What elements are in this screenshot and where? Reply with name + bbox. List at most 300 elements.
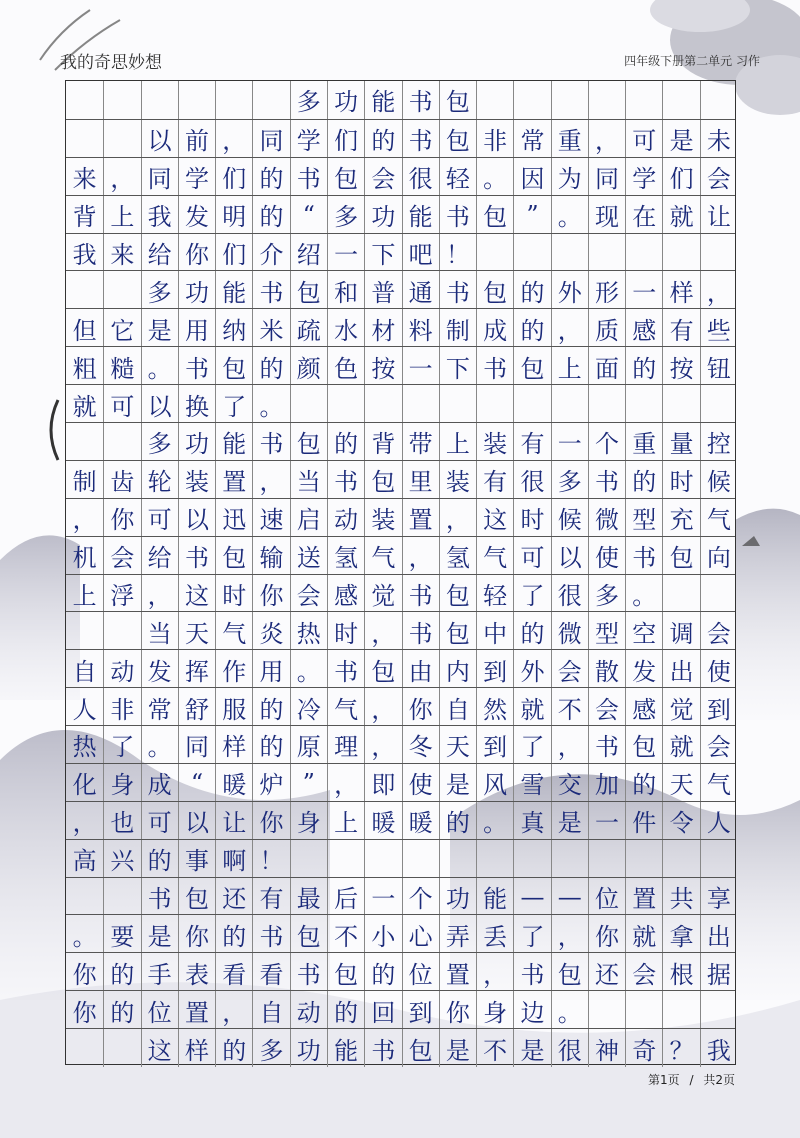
- grid-cell: 重: [551, 120, 588, 158]
- grid-cell: 背: [72, 203, 97, 232]
- grid-cell: 身: [476, 991, 513, 1029]
- grid-cell: 包: [290, 915, 327, 953]
- grid-cell: 位: [141, 991, 178, 1029]
- grid-cell: 自: [252, 991, 289, 1029]
- grid-cell: 包: [476, 196, 513, 234]
- grid-cell: [588, 385, 625, 423]
- grid-cell: 发: [178, 196, 215, 234]
- mountain-right: [735, 509, 800, 720]
- grid-cell: [141, 81, 178, 119]
- grid-cell: 时: [215, 575, 252, 613]
- grid-cell: 书: [252, 915, 289, 953]
- grid-cell: ？: [662, 1029, 699, 1067]
- grid-cell: 外: [551, 271, 588, 309]
- grid-cell: 动: [103, 650, 140, 688]
- grid-row: [66, 498, 735, 536]
- grid-cell: 书: [327, 461, 364, 499]
- grid-cell: 我: [700, 1029, 737, 1067]
- grid-cell: 手: [141, 953, 178, 991]
- grid-cell: 能: [215, 271, 252, 309]
- grid-cell: 这: [178, 575, 215, 613]
- grid-cell: 个: [588, 423, 625, 461]
- grid-cell: 的: [215, 915, 252, 953]
- grid-cell: [476, 385, 513, 423]
- grid-cell: [662, 81, 699, 119]
- grid-cell: 共: [662, 878, 699, 916]
- grid-cell: [103, 612, 140, 650]
- grid-cell: 。: [551, 991, 588, 1029]
- grid-cell: 空: [625, 612, 662, 650]
- grid-cell: 成: [476, 309, 513, 347]
- grid-cell: 包: [402, 1029, 439, 1067]
- grid-cell: 身: [103, 764, 140, 802]
- grid-cell: [513, 234, 550, 272]
- grid-cell: 轻: [439, 158, 476, 196]
- grid-cell: 人: [700, 802, 737, 840]
- grid-cell: 包: [513, 347, 550, 385]
- page-separator: /: [689, 1073, 694, 1087]
- grid-cell: ，: [551, 726, 588, 764]
- grid-cell: 书: [290, 953, 327, 991]
- grid-cell: [625, 234, 662, 272]
- grid-row: [66, 763, 735, 801]
- grid-cell: 送: [290, 537, 327, 575]
- grid-cell: 件: [625, 802, 662, 840]
- grid-cell: 炎: [252, 612, 289, 650]
- grid-cell: 出: [662, 650, 699, 688]
- grid-cell: 会: [700, 726, 737, 764]
- grid-cell: 动: [290, 991, 327, 1029]
- grid-cell: 包: [439, 575, 476, 613]
- grid-cell: 们: [215, 158, 252, 196]
- grid-cell: [66, 423, 103, 461]
- grid-cell: 同: [141, 158, 178, 196]
- grid-cell: 色: [327, 347, 364, 385]
- grid-cell: 气: [364, 537, 401, 575]
- grid-cell: 最: [290, 878, 327, 916]
- grid-cell: 的: [625, 764, 662, 802]
- grid-cell: 向: [700, 537, 737, 575]
- grid-cell: [439, 840, 476, 878]
- grid-cell: 。: [290, 650, 327, 688]
- grid-cell: 会: [290, 575, 327, 613]
- grid-cell: 不: [327, 915, 364, 953]
- grid-cell: 了: [513, 726, 550, 764]
- grid-cell: 按: [662, 347, 699, 385]
- grid-cell: 啊: [215, 840, 252, 878]
- grid-cell: 速: [252, 499, 289, 537]
- grid-cell: 输: [252, 537, 289, 575]
- grid-cell: 多: [252, 1029, 289, 1067]
- grid-cell: 作: [215, 650, 252, 688]
- grid-cell: 你: [72, 998, 97, 1027]
- grid-cell: 原: [290, 726, 327, 764]
- grid-row: [66, 422, 735, 460]
- grid-cell: 就: [513, 688, 550, 726]
- grid-cell: 样: [178, 1029, 215, 1067]
- grid-cell: ，: [364, 726, 401, 764]
- grid-cell: 多: [551, 461, 588, 499]
- grid-cell: 奇: [625, 1029, 662, 1067]
- grid-cell: [662, 991, 699, 1029]
- grid-row: [66, 649, 735, 687]
- grid-cell: 时: [662, 461, 699, 499]
- grid-cell: 氢: [327, 537, 364, 575]
- grid-row: [66, 877, 735, 915]
- grid-cell: 包: [439, 81, 476, 119]
- grid-cell: 的: [327, 423, 364, 461]
- grid-row: [66, 308, 735, 346]
- grid-cell: [662, 385, 699, 423]
- grid-cell: [551, 234, 588, 272]
- grid-cell: 重: [625, 423, 662, 461]
- grid-row: [66, 687, 735, 725]
- grid-cell: 理: [327, 726, 364, 764]
- grid-cell: [662, 840, 699, 878]
- grid-cell: 了: [513, 915, 550, 953]
- grid-cell: 还: [588, 953, 625, 991]
- grid-cell: 样: [215, 726, 252, 764]
- grid-cell: 就: [72, 392, 97, 421]
- grid-cell: 真: [513, 802, 550, 840]
- grid-cell: 书: [402, 81, 439, 119]
- grid-cell: 让: [700, 196, 737, 234]
- grid-cell: 散: [588, 650, 625, 688]
- grid-cell: [551, 81, 588, 119]
- grid-cell: 非: [103, 688, 140, 726]
- grid-cell: 绍: [290, 234, 327, 272]
- grid-cell: 书: [625, 537, 662, 575]
- grid-cell: [625, 385, 662, 423]
- grid-cell: 气: [215, 612, 252, 650]
- grid-cell: 很: [402, 158, 439, 196]
- grid-cell: 会: [588, 688, 625, 726]
- grid-cell: 置: [402, 499, 439, 537]
- grid-cell: 质: [588, 309, 625, 347]
- grid-cell: 书: [178, 347, 215, 385]
- grid-cell: 的: [439, 802, 476, 840]
- grid-cell: 舒: [178, 688, 215, 726]
- grid-cell: 浮: [103, 575, 140, 613]
- grid-cell: 天: [178, 612, 215, 650]
- grid-cell: 热: [290, 612, 327, 650]
- grid-cell: 使: [588, 537, 625, 575]
- grid-cell: 是: [141, 309, 178, 347]
- grid-cell: ，: [439, 499, 476, 537]
- grid-cell: 包: [439, 612, 476, 650]
- grid-cell: 书: [439, 196, 476, 234]
- grid-cell: [364, 840, 401, 878]
- grid-cell: [700, 81, 737, 119]
- grid-cell: 书: [513, 953, 550, 991]
- grid-cell: ，: [364, 612, 401, 650]
- grid-cell: 包: [625, 726, 662, 764]
- grid-cell: 包: [327, 953, 364, 991]
- grid-cell: 颜: [290, 347, 327, 385]
- grid-cell: 你: [178, 915, 215, 953]
- grid-cell: 多: [141, 271, 178, 309]
- grid-cell: [588, 840, 625, 878]
- grid-cell: 启: [290, 499, 327, 537]
- grid-cell: 就: [662, 726, 699, 764]
- grid-cell: [476, 234, 513, 272]
- grid-cell: [178, 81, 215, 119]
- grid-cell: 身: [290, 802, 327, 840]
- grid-cell: 换: [178, 385, 215, 423]
- grid-cell: 很: [513, 461, 550, 499]
- grid-cell: 给: [141, 234, 178, 272]
- grid-cell: 高: [72, 847, 97, 876]
- grid-cell: [290, 840, 327, 878]
- grid-cell: [103, 878, 140, 916]
- grid-cell: 粗: [72, 354, 97, 383]
- grid-cell: [476, 840, 513, 878]
- grid-cell: [66, 1029, 103, 1067]
- grid-cell: 置: [625, 878, 662, 916]
- grid-cell: 能: [402, 196, 439, 234]
- grid-cell: [700, 234, 737, 272]
- grid-cell: 当: [290, 461, 327, 499]
- grid-cell: 多: [327, 196, 364, 234]
- grid-cell: 上: [551, 347, 588, 385]
- grid-cell: 使: [402, 764, 439, 802]
- grid-cell: 包: [290, 271, 327, 309]
- grid-cell: [402, 385, 439, 423]
- grid-cell: 服: [215, 688, 252, 726]
- grid-cell: 看: [252, 953, 289, 991]
- grid-cell: 热: [72, 733, 97, 762]
- grid-cell: 不: [551, 688, 588, 726]
- grid-cell: ，: [588, 120, 625, 158]
- grid-cell: 迅: [215, 499, 252, 537]
- grid-cell: 里: [402, 461, 439, 499]
- grid-cell: 明: [215, 196, 252, 234]
- grid-row: [66, 990, 735, 1028]
- grid-cell: [476, 81, 513, 119]
- grid-cell: 置: [215, 461, 252, 499]
- grid-cell: ，: [476, 953, 513, 991]
- grid-cell: 未: [700, 120, 737, 158]
- grid-cell: 包: [364, 461, 401, 499]
- grid-cell: 是: [141, 915, 178, 953]
- grid-cell: 你: [72, 960, 97, 989]
- unit-label: 四年级下册第二单元 习作: [624, 54, 760, 68]
- grid-cell: 装: [178, 461, 215, 499]
- grid-row: [66, 611, 735, 649]
- grid-cell: 用: [178, 309, 215, 347]
- grid-cell: 的: [252, 726, 289, 764]
- grid-cell: 心: [402, 915, 439, 953]
- grid-cell: 你: [588, 915, 625, 953]
- grid-cell: 给: [141, 537, 178, 575]
- grid-cell: 功: [178, 271, 215, 309]
- grid-cell: 同: [178, 726, 215, 764]
- grid-cell: 型: [588, 612, 625, 650]
- grid-cell: [439, 385, 476, 423]
- grid-cell: 。: [141, 347, 178, 385]
- grid-cell: [700, 385, 737, 423]
- grid-cell: ，: [252, 461, 289, 499]
- grid-cell: 发: [625, 650, 662, 688]
- grid-cell: 很: [551, 575, 588, 613]
- grid-cell: 的: [252, 158, 289, 196]
- grid-cell: 书: [402, 612, 439, 650]
- grid-cell: 根: [662, 953, 699, 991]
- grid-cell: 用: [252, 650, 289, 688]
- grid-cell: 的: [513, 309, 550, 347]
- grid-cell: [252, 81, 289, 119]
- grid-cell: ，: [551, 915, 588, 953]
- grid-cell: 到: [402, 991, 439, 1029]
- grid-cell: [103, 423, 140, 461]
- grid-cell: 很: [551, 1029, 588, 1067]
- grid-cell: 时: [327, 612, 364, 650]
- grid-cell: 学: [178, 158, 215, 196]
- grid-cell: 时: [513, 499, 550, 537]
- grid-cell: 装: [364, 499, 401, 537]
- grid-cell: 功: [327, 81, 364, 119]
- grid-cell: 可: [513, 537, 550, 575]
- grid-row: [66, 119, 735, 157]
- grid-cell: 包: [476, 271, 513, 309]
- grid-cell: 常: [141, 688, 178, 726]
- grid-cell: 风: [476, 764, 513, 802]
- grid-cell: ，: [364, 688, 401, 726]
- grid-cell: 当: [141, 612, 178, 650]
- grid-cell: 以: [141, 120, 178, 158]
- grid-cell: 机: [72, 544, 97, 573]
- grid-cell: 是: [551, 802, 588, 840]
- grid-cell: [103, 120, 140, 158]
- grid-cell: 要: [103, 915, 140, 953]
- grid-cell: 控: [700, 423, 737, 461]
- grid-cell: 下: [364, 234, 401, 272]
- grid-cell: 感: [327, 575, 364, 613]
- grid-cell: “: [178, 764, 215, 802]
- grid-cell: 普: [364, 271, 401, 309]
- grid-cell: 同: [252, 120, 289, 158]
- grid-cell: 令: [662, 802, 699, 840]
- grid-cell: 的: [327, 991, 364, 1029]
- grid-cell: 享: [700, 878, 737, 916]
- grid-cell: 可: [625, 120, 662, 158]
- grid-cell: 些: [700, 309, 737, 347]
- grid-cell: 微: [551, 612, 588, 650]
- grid-cell: 一: [364, 878, 401, 916]
- grid-cell: [215, 81, 252, 119]
- grid-cell: 会: [700, 612, 737, 650]
- grid-cell: 发: [141, 650, 178, 688]
- grid-cell: 是: [662, 120, 699, 158]
- grid-cell: 一: [588, 802, 625, 840]
- grid-cell: 功: [439, 878, 476, 916]
- grid-cell: 挥: [178, 650, 215, 688]
- grid-cell: 微: [588, 499, 625, 537]
- grid-cell: [327, 840, 364, 878]
- grid-cell: 下: [439, 347, 476, 385]
- grid-cell: 是: [513, 1029, 550, 1067]
- grid-cell: 弄: [439, 915, 476, 953]
- grid-cell: 中: [476, 612, 513, 650]
- grid-cell: “: [290, 196, 327, 234]
- grid-cell: 和: [327, 271, 364, 309]
- grid-cell: ，: [141, 575, 178, 613]
- grid-cell: 为: [551, 158, 588, 196]
- grid-cell: 觉: [662, 688, 699, 726]
- grid-row: [66, 460, 735, 498]
- grid-cell: 的: [252, 688, 289, 726]
- grid-cell: 的: [103, 953, 140, 991]
- grid-cell: 然: [476, 688, 513, 726]
- grid-cell: 通: [402, 271, 439, 309]
- grid-cell: 雪: [513, 764, 550, 802]
- grid-cell: 还: [215, 878, 252, 916]
- grid-cell: 成: [141, 764, 178, 802]
- grid-cell: 介: [252, 234, 289, 272]
- grid-cell: 个: [402, 878, 439, 916]
- grid-cell: 水: [327, 309, 364, 347]
- grid-cell: 。: [625, 575, 662, 613]
- grid-cell: 你: [402, 688, 439, 726]
- grid-cell: 学: [290, 120, 327, 158]
- grid-cell: ，: [72, 809, 97, 838]
- grid-cell: 们: [327, 120, 364, 158]
- grid-cell: 的: [215, 1029, 252, 1067]
- grid-cell: 背: [364, 423, 401, 461]
- grid-cell: 出: [700, 915, 737, 953]
- grid-cell: [700, 575, 737, 613]
- grid-cell: 加: [588, 764, 625, 802]
- grid-cell: 的: [625, 461, 662, 499]
- page-title: 我的奇思妙想: [60, 53, 162, 73]
- grid-cell: 你: [252, 575, 289, 613]
- grid-cell: 氢: [439, 537, 476, 575]
- grid-cell: 到: [476, 726, 513, 764]
- grid-cell: 书: [252, 423, 289, 461]
- grid-cell: 这: [476, 499, 513, 537]
- grid-cell: [66, 81, 103, 119]
- grid-row: [66, 346, 735, 384]
- grid-cell: 按: [364, 347, 401, 385]
- grid-cell: [662, 575, 699, 613]
- grid-cell: 的: [625, 347, 662, 385]
- grid-cell: ！: [252, 840, 289, 878]
- grid-cell: 书: [588, 461, 625, 499]
- grid-cell: 非: [476, 120, 513, 158]
- grid-cell: 书: [402, 575, 439, 613]
- grid-cell: 但: [72, 316, 97, 345]
- grid-cell: [364, 385, 401, 423]
- grid-cell: [103, 271, 140, 309]
- grid-cell: 多: [588, 575, 625, 613]
- grid-cell: 了: [215, 385, 252, 423]
- grid-cell: 。: [141, 726, 178, 764]
- grid-row: [66, 195, 735, 233]
- grid-cell: ，: [551, 309, 588, 347]
- grid-cell: 一: [625, 271, 662, 309]
- grid-cell: ，: [700, 271, 737, 309]
- grid-cell: 天: [439, 726, 476, 764]
- grid-cell: 来: [103, 234, 140, 272]
- grid-row: [66, 839, 735, 877]
- grid-cell: 自: [439, 688, 476, 726]
- grid-cell: 不: [476, 1029, 513, 1067]
- grid-cell: 的: [364, 953, 401, 991]
- grid-cell: 以: [551, 537, 588, 575]
- grid-cell: 会: [551, 650, 588, 688]
- grid-cell: 自: [72, 657, 97, 686]
- grid-cell: 它: [103, 309, 140, 347]
